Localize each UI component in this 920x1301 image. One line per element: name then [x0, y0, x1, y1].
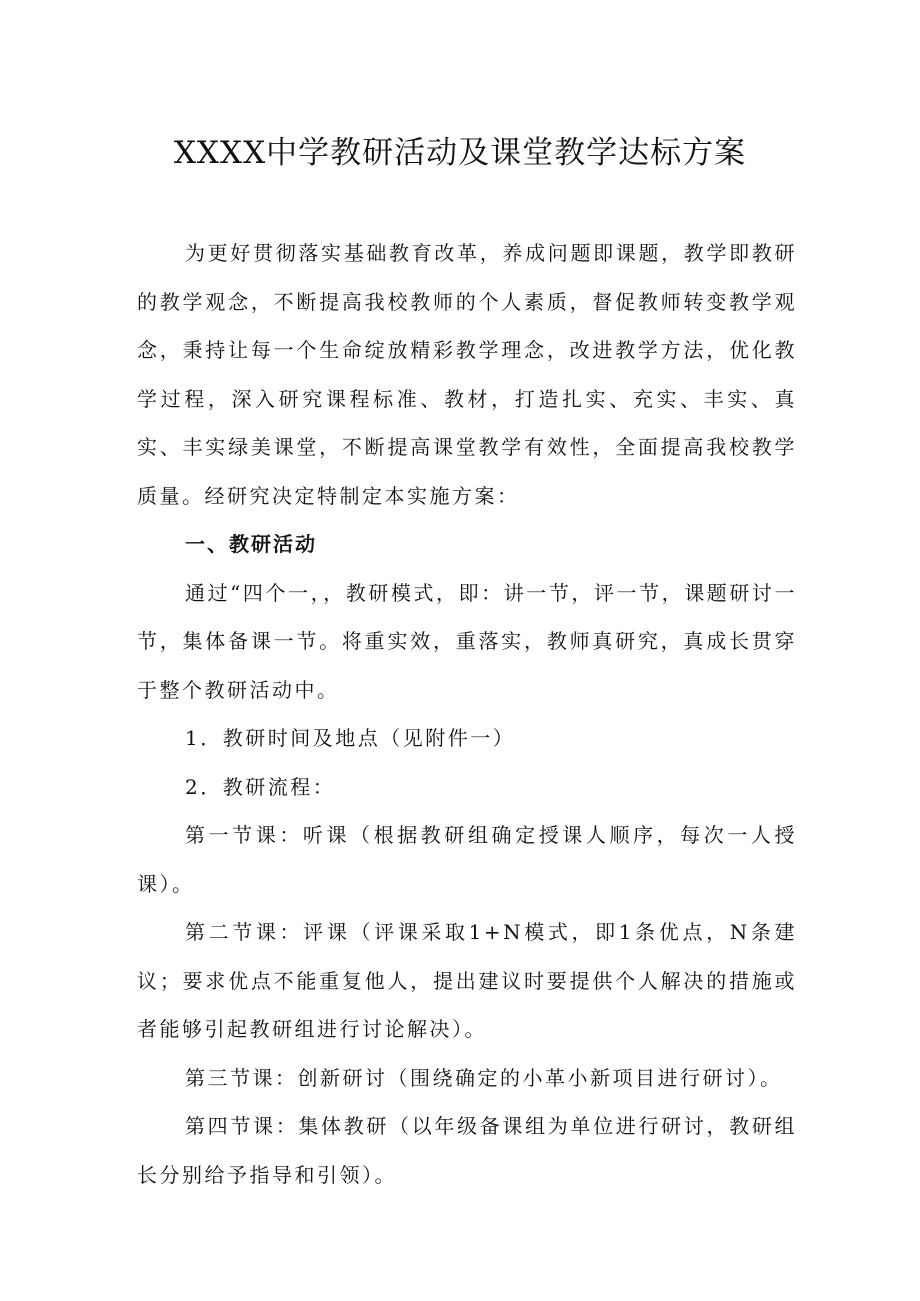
document-title: XXXX中学教研活动及课堂教学达标方案 [173, 135, 747, 171]
intro-paragraph: 为更好贯彻落实基础教育改革，养成问题即课题，教学即教研的教学观念，不断提高我校教师的个人素质，督促教师转变教学观念，秉持让每一个生命绽放精彩教学理念，改进教学方法，优化教学过程，深入研究课程标准、教材，打造扎实、充实、丰实、真实、丰实绿美课堂，不断提高课堂教学有效性，全面提高我校教学质量。经研究决定特制定本实施方案： [137, 241, 797, 508]
section-intro-paragraph: 通过“四个一，，教研模式，即：讲一节，评一节，课题研讨一节，集体备课一节。将重实效，重落实，教师真研究，真成长贯穿于整个教研活动中。 [137, 580, 797, 702]
document-body [137, 229, 797, 1199]
process-step-4: 第四节课：集体教研（以年级备课组为单位进行研讨，教研组长分别给予指导和引领）。 [137, 1114, 797, 1187]
process-step-3: 第三节课：创新研讨（围绕确定的小革小新项目进行研讨）。 [185, 1065, 783, 1090]
list-item-process: 2．教研流程： [185, 774, 336, 799]
process-step-2: 第二节课：评课（评课采取1+N模式，即1条优点，N条建议；要求优点不能重复他人，提出建议时要提供个人解决的措施或者能够引起教研组进行讨论解决）。 [137, 920, 797, 1041]
process-step-1: 第一节课：听课（根据教研组确定授课人顺序，每次一人授课）。 [137, 823, 797, 896]
list-item-time-location: 1．教研时间及地点（见附件一） [185, 726, 516, 750]
section-heading: 一、教研活动 [185, 532, 317, 556]
